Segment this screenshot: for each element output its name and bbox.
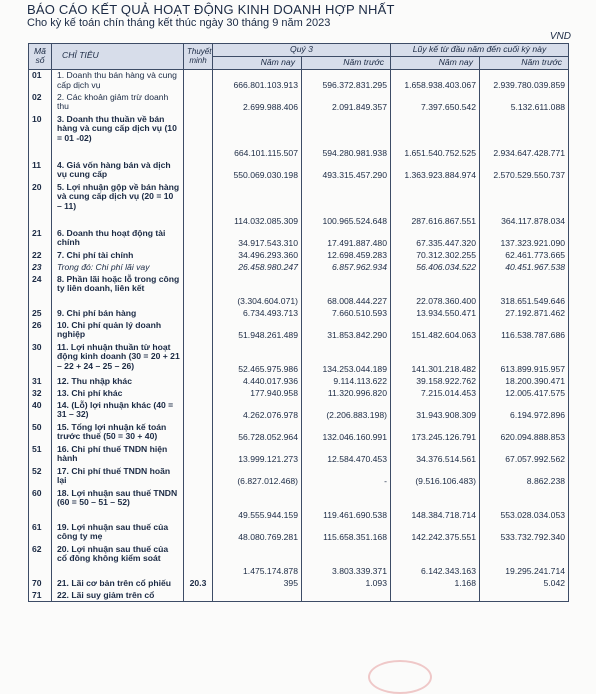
table-row	[29, 466, 569, 488]
col-ytd-this-year: Năm nay	[391, 56, 480, 69]
table-row	[29, 522, 569, 544]
table-row	[29, 578, 569, 590]
row-q3-this-year: 13.999.121.273	[213, 444, 302, 466]
row-description: 20. Lợi nhuận sau thuế của cổ đông không kiểm soát	[52, 544, 184, 578]
row-code: 60	[29, 488, 52, 522]
table-row	[29, 590, 569, 602]
row-description: Trong đó: Chi phí lãi vay	[52, 262, 184, 274]
row-q3-this-year: 52.465.975.986	[213, 342, 302, 376]
row-ytd-this-year: 148.384.718.714	[391, 488, 480, 522]
row-q3-last-year: 119.461.690.538	[302, 488, 391, 522]
row-q3-this-year: 4.262.076.978	[213, 400, 302, 422]
row-ytd-this-year: 6.142.343.163	[391, 544, 480, 578]
row-note: 20.3	[184, 578, 213, 590]
table-row	[29, 250, 569, 262]
currency-unit: VND	[549, 31, 571, 42]
row-q3-last-year: 11.320.996.820	[302, 388, 391, 400]
row-ytd-this-year: 31.943.908.309	[391, 400, 480, 422]
row-ytd-last-year: 620.094.888.853	[480, 422, 569, 444]
row-description: 9. Chi phí bán hàng	[52, 308, 184, 320]
row-code: 50	[29, 422, 52, 444]
row-ytd-this-year: 1.168	[391, 578, 480, 590]
row-code: 20	[29, 182, 52, 228]
row-q3-this-year: 51.948.261.489	[213, 320, 302, 342]
report-title: BÁO CÁO KẾT QUẢ HOẠT ĐỘNG KINH DOANH HỢP NHẤT	[27, 2, 395, 17]
row-code: 32	[29, 388, 52, 400]
row-note	[184, 342, 213, 376]
col-ytd-last-year: Năm trước	[480, 56, 569, 69]
row-q3-this-year: 26.458.980.247	[213, 262, 302, 274]
row-q3-this-year: 114.032.085.309	[213, 182, 302, 228]
row-note	[184, 590, 213, 602]
table-row	[29, 388, 569, 400]
row-ytd-last-year: 62.461.773.665	[480, 250, 569, 262]
table-row	[29, 228, 569, 250]
col-item-header: CHỈ TIÊU	[52, 44, 184, 70]
row-description: 18. Lợi nhuận sau thuế TNDN (60 = 50 – 51 – 52)	[52, 488, 184, 522]
row-note	[184, 522, 213, 544]
table-row	[29, 444, 569, 466]
row-note	[184, 262, 213, 274]
row-ytd-this-year: (9.516.106.483)	[391, 466, 480, 488]
row-note	[184, 466, 213, 488]
row-ytd-this-year: 173.245.126.791	[391, 422, 480, 444]
row-note	[184, 114, 213, 160]
row-q3-this-year: 395	[213, 578, 302, 590]
row-q3-this-year: 664.101.115.507	[213, 114, 302, 160]
row-note	[184, 444, 213, 466]
row-ytd-last-year: 116.538.787.686	[480, 320, 569, 342]
row-description: 3. Doanh thu thuần về bán hàng và cung cấp dịch vụ (10 = 01 -02)	[52, 114, 184, 160]
row-ytd-this-year: 151.482.604.063	[391, 320, 480, 342]
row-ytd-this-year	[391, 590, 480, 602]
row-q3-last-year: 12.584.470.453	[302, 444, 391, 466]
report-subtitle: Cho kỳ kế toán chín tháng kết thúc ngày 30 tháng 9 năm 2023	[27, 17, 331, 29]
row-ytd-last-year: 2.939.780.039.859	[480, 69, 569, 91]
row-q3-last-year: 134.253.044.189	[302, 342, 391, 376]
row-ytd-last-year: 318.651.549.646	[480, 274, 569, 308]
row-description: 4. Giá vốn hàng bán và dịch vụ cung cấp	[52, 160, 184, 182]
row-q3-last-year: 100.965.524.648	[302, 182, 391, 228]
row-q3-last-year: 493.315.457.290	[302, 160, 391, 182]
row-ytd-last-year: 2.570.529.550.737	[480, 160, 569, 182]
row-ytd-last-year: 67.057.992.562	[480, 444, 569, 466]
row-note	[184, 250, 213, 262]
row-code: 71	[29, 590, 52, 602]
table-row	[29, 342, 569, 376]
row-q3-this-year: (6.827.012.468)	[213, 466, 302, 488]
row-code: 30	[29, 342, 52, 376]
row-q3-this-year: 48.080.769.281	[213, 522, 302, 544]
col-note-header: Thuyết minh	[184, 44, 213, 70]
row-note	[184, 320, 213, 342]
col-q3-last-year: Năm trước	[302, 56, 391, 69]
row-code: 01	[29, 69, 52, 91]
row-ytd-last-year: 5.132.611.088	[480, 92, 569, 114]
row-q3-this-year: 1.475.174.878	[213, 544, 302, 578]
row-q3-this-year: 56.728.052.964	[213, 422, 302, 444]
row-description: 1. Doanh thu bán hàng và cung cấp dịch vụ	[52, 69, 184, 91]
row-ytd-this-year: 70.312.302.255	[391, 250, 480, 262]
row-code: 02	[29, 92, 52, 114]
row-code: 21	[29, 228, 52, 250]
table-row	[29, 262, 569, 274]
row-code: 26	[29, 320, 52, 342]
row-code: 70	[29, 578, 52, 590]
row-ytd-last-year	[480, 590, 569, 602]
row-ytd-last-year: 40.451.967.538	[480, 262, 569, 274]
row-ytd-this-year: 22.078.360.400	[391, 274, 480, 308]
row-q3-this-year	[213, 590, 302, 602]
row-ytd-this-year: 1.658.938.403.067	[391, 69, 480, 91]
row-q3-last-year: 6.857.962.934	[302, 262, 391, 274]
row-ytd-this-year: 34.376.514.561	[391, 444, 480, 466]
row-ytd-last-year: 18.200.390.471	[480, 376, 569, 388]
row-q3-last-year: 1.093	[302, 578, 391, 590]
row-q3-last-year: 31.853.842.290	[302, 320, 391, 342]
row-q3-last-year: 2.091.849.357	[302, 92, 391, 114]
table-row	[29, 320, 569, 342]
row-q3-last-year: 68.008.444.227	[302, 274, 391, 308]
table-row	[29, 92, 569, 114]
row-note	[184, 422, 213, 444]
table-row	[29, 308, 569, 320]
row-q3-last-year: 12.698.459.283	[302, 250, 391, 262]
row-description: 8. Phần lãi hoặc lỗ trong công ty liên doanh, liên kết	[52, 274, 184, 308]
row-note	[184, 388, 213, 400]
row-q3-this-year: 550.069.030.198	[213, 160, 302, 182]
row-ytd-last-year: 2.934.647.428.771	[480, 114, 569, 160]
row-description: 2. Các khoản giảm trừ doanh thu	[52, 92, 184, 114]
table-row	[29, 488, 569, 522]
row-code: 52	[29, 466, 52, 488]
row-note	[184, 488, 213, 522]
row-q3-this-year: 34.496.293.360	[213, 250, 302, 262]
row-code: 23	[29, 262, 52, 274]
row-ytd-last-year: 5.042	[480, 578, 569, 590]
row-description: 10. Chi phí quản lý doanh nghiệp	[52, 320, 184, 342]
row-code: 11	[29, 160, 52, 182]
row-description: 17. Chi phí thuế TNDN hoãn lại	[52, 466, 184, 488]
row-ytd-this-year: 142.242.375.551	[391, 522, 480, 544]
row-code: 62	[29, 544, 52, 578]
row-ytd-this-year: 287.616.867.551	[391, 182, 480, 228]
row-note	[184, 228, 213, 250]
row-ytd-last-year: 27.192.871.462	[480, 308, 569, 320]
row-code: 51	[29, 444, 52, 466]
row-description: 6. Doanh thu hoạt động tài chính	[52, 228, 184, 250]
row-ytd-this-year: 141.301.218.482	[391, 342, 480, 376]
row-ytd-this-year: 13.934.550.471	[391, 308, 480, 320]
row-q3-this-year: (3.304.604.071)	[213, 274, 302, 308]
row-q3-last-year: 17.491.887.480	[302, 228, 391, 250]
table-row	[29, 274, 569, 308]
col-q3-header: Quý 3	[213, 44, 391, 57]
row-q3-this-year: 6.734.493.713	[213, 308, 302, 320]
row-ytd-this-year: 7.215.014.453	[391, 388, 480, 400]
row-q3-this-year: 2.699.988.406	[213, 92, 302, 114]
row-ytd-this-year: 7.397.650.542	[391, 92, 480, 114]
row-description: 5. Lợi nhuận gộp về bán hàng và cung cấp dịch vụ (20 = 10 – 11)	[52, 182, 184, 228]
row-ytd-last-year: 553.028.034.053	[480, 488, 569, 522]
row-q3-last-year: 3.803.339.371	[302, 544, 391, 578]
row-q3-last-year: 7.660.510.593	[302, 308, 391, 320]
row-q3-last-year	[302, 590, 391, 602]
row-description: 19. Lợi nhuận sau thuế của công ty mẹ	[52, 522, 184, 544]
row-q3-last-year: 596.372.831.295	[302, 69, 391, 91]
row-description: 12. Thu nhập khác	[52, 376, 184, 388]
row-code: 22	[29, 250, 52, 262]
row-code: 61	[29, 522, 52, 544]
row-note	[184, 308, 213, 320]
row-q3-last-year: 594.280.981.938	[302, 114, 391, 160]
row-code: 24	[29, 274, 52, 308]
row-ytd-last-year: 364.117.878.034	[480, 182, 569, 228]
row-ytd-last-year: 6.194.972.896	[480, 400, 569, 422]
row-q3-last-year: 132.046.160.991	[302, 422, 391, 444]
row-q3-this-year: 177.940.958	[213, 388, 302, 400]
row-ytd-last-year: 8.862.238	[480, 466, 569, 488]
row-ytd-last-year: 533.732.792.340	[480, 522, 569, 544]
table-row	[29, 114, 569, 160]
row-q3-this-year: 4.440.017.936	[213, 376, 302, 388]
seal-stamp	[368, 660, 432, 694]
income-statement-table	[28, 43, 569, 602]
row-q3-this-year: 49.555.944.159	[213, 488, 302, 522]
row-note	[184, 92, 213, 114]
table-row	[29, 160, 569, 182]
row-ytd-last-year: 613.899.915.957	[480, 342, 569, 376]
table-row	[29, 422, 569, 444]
col-q3-this-year: Năm nay	[213, 56, 302, 69]
table-row	[29, 400, 569, 422]
row-note	[184, 160, 213, 182]
row-q3-last-year: 115.658.351.168	[302, 522, 391, 544]
row-note	[184, 400, 213, 422]
row-note	[184, 274, 213, 308]
row-description: 7. Chi phí tài chính	[52, 250, 184, 262]
row-note	[184, 69, 213, 91]
row-description: 11. Lợi nhuận thuần từ hoạt động kinh doanh (30 = 20 + 21 – 22 + 24 – 25 – 26)	[52, 342, 184, 376]
row-q3-last-year: -	[302, 466, 391, 488]
col-code-header: Mã số	[29, 44, 52, 70]
row-ytd-this-year: 67.335.447.320	[391, 228, 480, 250]
col-ytd-header: Lũy kế từ đầu năm đến cuối kỳ này	[391, 44, 569, 57]
row-description: 13. Chi phí khác	[52, 388, 184, 400]
row-ytd-this-year: 1.363.923.884.974	[391, 160, 480, 182]
row-q3-this-year: 666.801.103.913	[213, 69, 302, 91]
row-note	[184, 182, 213, 228]
table-row	[29, 544, 569, 578]
row-description: 22. Lãi suy giảm trên cổ	[52, 590, 184, 602]
table-row	[29, 376, 569, 388]
row-ytd-last-year: 12.005.417.575	[480, 388, 569, 400]
row-ytd-this-year: 56.406.034.522	[391, 262, 480, 274]
table-body	[29, 69, 569, 602]
row-note	[184, 544, 213, 578]
table-row	[29, 182, 569, 228]
row-code: 25	[29, 308, 52, 320]
row-q3-last-year: (2.206.883.198)	[302, 400, 391, 422]
row-note	[184, 376, 213, 388]
row-ytd-this-year: 1.651.540.752.525	[391, 114, 480, 160]
row-q3-this-year: 34.917.543.310	[213, 228, 302, 250]
table-row	[29, 69, 569, 91]
row-description: 21. Lãi cơ bản trên cổ phiếu	[52, 578, 184, 590]
row-code: 40	[29, 400, 52, 422]
row-ytd-last-year: 137.323.921.090	[480, 228, 569, 250]
row-ytd-this-year: 39.158.922.762	[391, 376, 480, 388]
row-code: 31	[29, 376, 52, 388]
row-description: 15. Tổng lợi nhuận kế toán trước thuế (50 = 30 + 40)	[52, 422, 184, 444]
row-ytd-last-year: 19.295.241.714	[480, 544, 569, 578]
row-q3-last-year: 9.114.113.622	[302, 376, 391, 388]
row-code: 10	[29, 114, 52, 160]
row-description: 14. (Lỗ) lợi nhuận khác (40 = 31 – 32)	[52, 400, 184, 422]
row-description: 16. Chi phí thuế TNDN hiện hành	[52, 444, 184, 466]
